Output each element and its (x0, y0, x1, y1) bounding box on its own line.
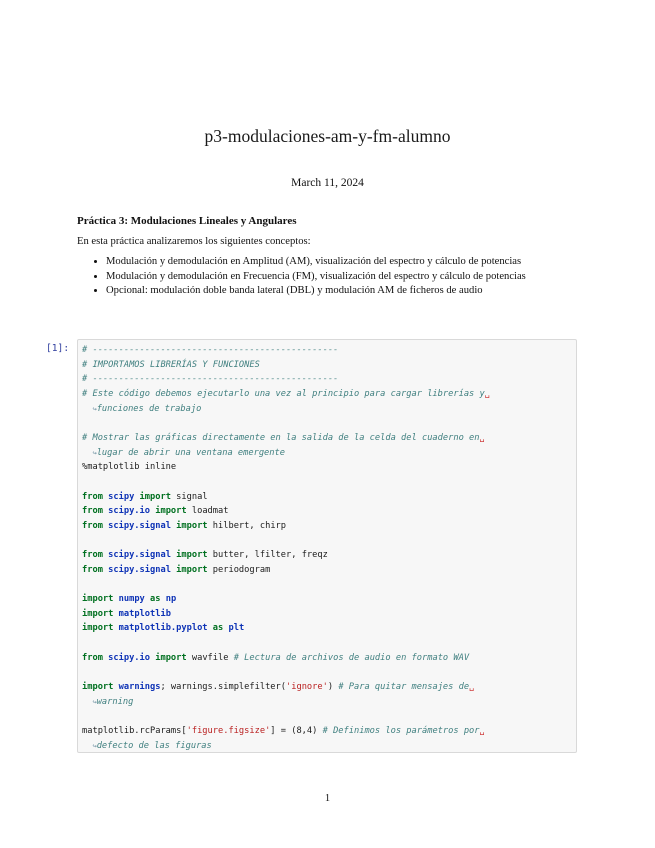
module-name: matplotlib.pyplot (118, 623, 208, 634)
keyword: import (82, 608, 114, 619)
keyword: import (155, 506, 187, 517)
keyword: as (212, 623, 224, 634)
keyword: import (155, 652, 187, 663)
code-comment: # Definimos los parámetros por (322, 726, 480, 737)
module-name: matplotlib (118, 608, 171, 619)
code-comment: funciones de trabajo (96, 403, 202, 414)
module-name: scipy (108, 491, 135, 502)
code-comment: # Lectura de archivos de audio en formato WAV (233, 652, 470, 663)
code-comment: warning (96, 696, 134, 707)
import-name: wavfile (191, 652, 229, 663)
keyword: as (150, 594, 161, 605)
code-comment: lugar de abrir una ventana emergente (96, 447, 285, 458)
line-wrap-icon: ␣ (469, 682, 475, 693)
code-text: ; warnings.simplefilter( (160, 682, 286, 693)
keyword: from (82, 550, 103, 561)
module-name: scipy.io (108, 652, 150, 663)
keyword: from (82, 520, 103, 531)
module-name: scipy.signal (108, 564, 171, 575)
module-alias: plt (228, 623, 245, 634)
page-number: 1 (324, 793, 331, 804)
magic-command: %matplotlib inline (82, 462, 177, 473)
line-wrap-icon: ␣ (484, 388, 490, 399)
import-name: periodogram (212, 564, 271, 575)
continuation-arrow-icon: ↪ (92, 404, 97, 413)
keyword: from (82, 652, 103, 663)
module-name: numpy (118, 594, 145, 605)
continuation-arrow-icon: ↪ (92, 697, 97, 706)
keyword: from (82, 506, 103, 517)
keyword: import (139, 491, 171, 502)
code-comment: defecto de las figuras (96, 740, 212, 751)
code-comment: # ----------------------------------------------- (82, 374, 339, 385)
module-name: warnings (118, 682, 161, 693)
concept-list (77, 255, 577, 299)
keyword: from (82, 564, 103, 575)
import-name: hilbert, chirp (212, 520, 287, 531)
cell-prompt: [1]: (46, 343, 70, 354)
list-item: • Modulación y demodulación en Amplitud (AM), visualización del espectro y cálculo de potencias (106, 255, 577, 270)
document-title: p3-modulaciones-am-y-fm-alumno (204, 126, 451, 146)
keyword: import (82, 594, 114, 605)
code-text: ] = (8,4) (270, 726, 318, 737)
section-heading: Práctica 3: Modulaciones Lineales y Angulares (77, 215, 297, 227)
keyword: from (82, 491, 103, 502)
string-literal: 'figure.figsize' (186, 726, 271, 737)
document-date: March 11, 2024 (291, 177, 364, 189)
module-name: scipy.signal (108, 520, 171, 531)
code-comment: # ----------------------------------------------- (82, 345, 339, 355)
code-text: matplotlib.rcParams[ (82, 726, 187, 737)
module-alias: np (165, 594, 177, 605)
code-cell[interactable] (77, 339, 577, 753)
import-name: loadmat (191, 506, 229, 517)
string-literal: 'ignore' (286, 682, 328, 693)
code-comment: # IMPORTAMOS LIBRERÍAS Y FUNCIONES (82, 359, 260, 370)
code-comment: # Para quitar mensajes de (338, 682, 470, 693)
keyword: import (176, 520, 208, 531)
import-name: butter, lfilter, freqz (212, 550, 328, 561)
line-wrap-icon: ␣ (479, 432, 485, 443)
line-wrap-icon: ␣ (479, 726, 485, 737)
keyword: import (176, 550, 208, 561)
keyword: import (82, 682, 114, 693)
code-comment: # Mostrar las gráficas directamente en la salida de la celda del cuaderno en (82, 432, 480, 443)
continuation-arrow-icon: ↪ (92, 741, 97, 750)
code-comment: # Este código debemos ejecutarlo una vez al principio para cargar librerías y (82, 388, 485, 399)
import-name: signal (176, 491, 208, 502)
intro-paragraph: En esta práctica analizaremos los siguientes conceptos: (77, 235, 311, 247)
module-name: scipy.io (108, 506, 150, 517)
code-text: ) (327, 682, 334, 693)
module-name: scipy.signal (108, 550, 171, 561)
list-item: • Opcional: modulación doble banda lateral (DBL) y modulación AM de ficheros de audio (106, 284, 577, 299)
keyword: import (82, 623, 114, 634)
code-block (82, 343, 490, 753)
list-item: • Modulación y demodulación en Frecuencia (FM), visualización del espectro y cálculo de potencias (106, 270, 577, 285)
markdown-cell (77, 214, 577, 299)
keyword: import (176, 564, 208, 575)
continuation-arrow-icon: ↪ (92, 448, 97, 457)
